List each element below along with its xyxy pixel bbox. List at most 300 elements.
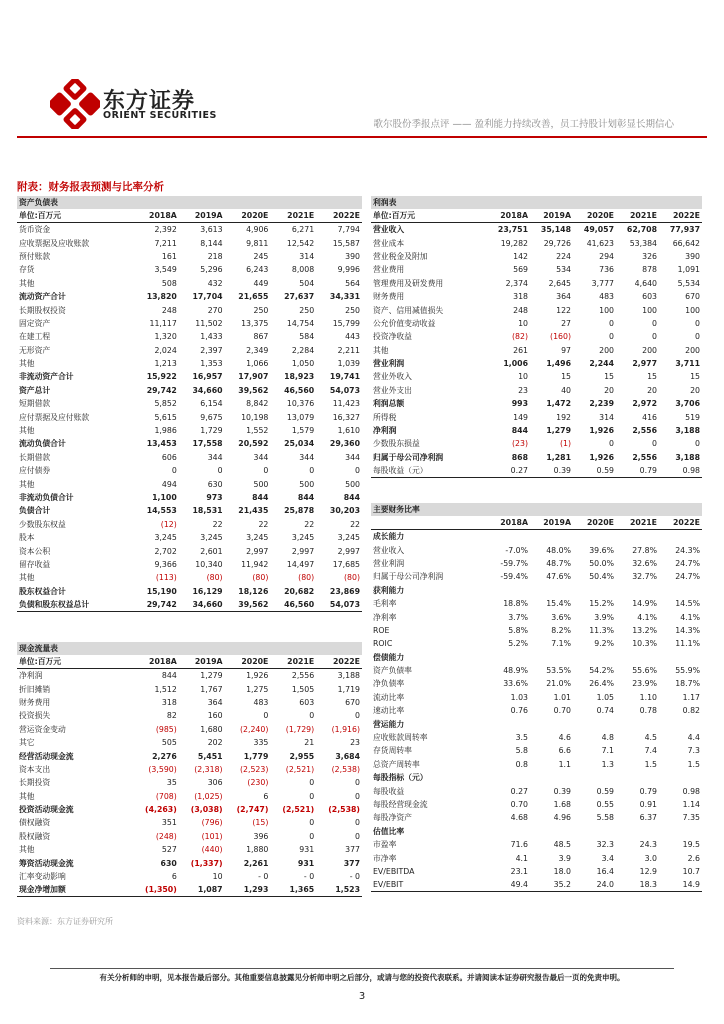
table-row bbox=[17, 277, 362, 290]
row-label: 营业外支出 bbox=[373, 385, 412, 395]
value-cell: 0.98 bbox=[682, 786, 700, 796]
value-cell: 250 bbox=[345, 305, 360, 315]
value-cell: 15,190 bbox=[146, 586, 177, 596]
value-cell: 1,279 bbox=[546, 426, 571, 436]
value-cell: 1,472 bbox=[546, 399, 571, 409]
value-cell: 50.0% bbox=[589, 558, 614, 568]
value-cell: 377 bbox=[345, 845, 360, 855]
value-cell: (3,038) bbox=[190, 805, 223, 815]
value-cell: 2,211 bbox=[337, 345, 360, 355]
column-header-row bbox=[371, 209, 702, 223]
value-cell: 11,502 bbox=[195, 318, 223, 328]
value-cell: 35 bbox=[166, 778, 177, 788]
value-cell: 318 bbox=[513, 292, 528, 302]
value-cell: 1,579 bbox=[291, 426, 315, 436]
value-cell: 4,906 bbox=[246, 225, 269, 235]
table-row bbox=[371, 250, 702, 263]
table-row bbox=[17, 682, 362, 695]
value-cell: 606 bbox=[161, 452, 177, 462]
value-cell: 3.7% bbox=[508, 612, 528, 622]
report-subtitle: 歌尔股份季报点评 —— 盈利能力持续改善，员工持股计划彰显长期信心 bbox=[373, 119, 674, 130]
value-cell: 23,869 bbox=[329, 586, 360, 596]
value-cell: 0 bbox=[309, 818, 315, 828]
row-label: 资本支出 bbox=[19, 764, 51, 774]
value-cell: 0 bbox=[263, 711, 269, 721]
row-label: 长期投资 bbox=[19, 778, 51, 788]
value-cell: 19.5 bbox=[682, 840, 700, 850]
value-cell: 5.8% bbox=[508, 625, 528, 635]
value-cell: 100 bbox=[642, 305, 657, 315]
value-cell: 390 bbox=[685, 251, 700, 261]
value-cell: 3.9% bbox=[594, 612, 614, 622]
value-cell: 0.27 bbox=[510, 786, 528, 796]
value-cell: 24.0 bbox=[573, 878, 616, 892]
value-cell: 20 bbox=[690, 385, 700, 395]
value-cell: (160) bbox=[550, 332, 571, 342]
value-cell: 20,592 bbox=[238, 439, 269, 449]
value-cell: 1.5 bbox=[687, 759, 700, 769]
value-cell: 844 bbox=[343, 493, 360, 502]
value-cell: 931 bbox=[299, 845, 315, 855]
value-cell: (2,521) bbox=[282, 805, 315, 815]
row-label: 营业利润 bbox=[373, 558, 405, 568]
value-cell: 15.2% bbox=[589, 599, 614, 609]
row-label: 资产负债率 bbox=[373, 666, 412, 676]
value-cell: 35.2 bbox=[530, 878, 573, 892]
value-cell: 39,562 bbox=[225, 598, 271, 612]
value-cell: (230) bbox=[247, 778, 269, 788]
table-row bbox=[17, 598, 362, 612]
value-cell: 6 bbox=[263, 791, 269, 801]
table-row bbox=[17, 830, 362, 843]
header-divider bbox=[17, 136, 707, 138]
value-cell: 55.6% bbox=[632, 666, 657, 676]
table-row bbox=[371, 464, 702, 478]
row-label: 其它 bbox=[19, 738, 35, 748]
row-label: 现金净增加额 bbox=[17, 883, 133, 897]
value-cell: 584 bbox=[299, 332, 315, 342]
value-cell: 11,423 bbox=[332, 399, 360, 409]
orient-securities-logo-icon bbox=[50, 79, 100, 129]
year-header: 2021E bbox=[616, 209, 659, 223]
value-cell: 248 bbox=[161, 305, 177, 315]
value-cell: 2,261 bbox=[243, 858, 269, 868]
table-row bbox=[17, 236, 362, 249]
value-cell: 24.7% bbox=[675, 558, 700, 568]
value-cell: 0 bbox=[309, 711, 315, 721]
cash-flow-title-label: 现金流量表 bbox=[17, 642, 362, 655]
value-cell: 17,704 bbox=[192, 292, 223, 302]
table-row bbox=[371, 344, 702, 357]
year-header: 2021E bbox=[616, 516, 659, 530]
value-cell: 0.39 bbox=[553, 786, 571, 796]
value-cell: (1,025) bbox=[194, 791, 223, 801]
value-cell: 18.8% bbox=[503, 599, 528, 609]
table-row bbox=[371, 744, 702, 757]
table-row bbox=[17, 263, 362, 276]
value-cell: 2,349 bbox=[246, 345, 269, 355]
value-cell: 0.76 bbox=[510, 706, 528, 716]
value-cell: 9.2% bbox=[594, 639, 614, 649]
value-cell: 54,073 bbox=[329, 385, 360, 395]
value-cell: 12,542 bbox=[286, 238, 315, 248]
value-cell: 3,245 bbox=[154, 533, 177, 543]
value-cell: 41,623 bbox=[586, 238, 614, 248]
row-label: 归属于母公司净利润 bbox=[373, 572, 444, 582]
value-cell: 20 bbox=[647, 385, 657, 395]
row-label: 在建工程 bbox=[19, 332, 51, 342]
value-cell: 39.6% bbox=[589, 545, 614, 555]
value-cell: 46,560 bbox=[284, 385, 315, 395]
ratio-group-header bbox=[371, 717, 702, 730]
value-cell: 0 bbox=[695, 439, 700, 449]
value-cell: (2,240) bbox=[239, 724, 269, 734]
value-cell: 1,365 bbox=[270, 883, 316, 897]
value-cell: 527 bbox=[161, 845, 177, 855]
value-cell: 18.7% bbox=[675, 679, 700, 689]
value-cell: 4.6 bbox=[558, 733, 571, 743]
value-cell: 1.10 bbox=[639, 692, 657, 702]
value-cell: 1,680 bbox=[200, 724, 223, 734]
value-cell: 6,243 bbox=[246, 265, 269, 275]
table-row bbox=[371, 610, 702, 623]
value-cell: (796) bbox=[201, 818, 223, 828]
page-number: 3 bbox=[358, 991, 366, 1002]
value-cell: 416 bbox=[642, 412, 657, 422]
table-row bbox=[17, 451, 362, 464]
value-cell: 22 bbox=[350, 519, 360, 529]
value-cell: 9,366 bbox=[154, 559, 177, 569]
year-header: 2019A bbox=[530, 209, 573, 223]
table-row bbox=[17, 504, 362, 517]
year-header: 2020E bbox=[225, 655, 271, 669]
value-cell: 0 bbox=[355, 466, 360, 476]
row-label: 负债和股东权益总计 bbox=[17, 598, 133, 612]
value-cell: 1.5 bbox=[644, 759, 657, 769]
value-cell: 25,878 bbox=[284, 506, 315, 516]
row-label: 每股收益 bbox=[373, 786, 405, 796]
value-cell: 270 bbox=[207, 305, 223, 315]
value-cell: 396 bbox=[253, 831, 269, 841]
value-cell: 1.14 bbox=[682, 800, 700, 809]
value-cell: 5.8 bbox=[515, 746, 528, 756]
value-cell: 2,997 bbox=[246, 546, 269, 556]
value-cell: 24.3 bbox=[639, 840, 657, 850]
table-row bbox=[371, 277, 702, 290]
value-cell: 23,751 bbox=[497, 225, 528, 235]
year-header: 2020E bbox=[573, 209, 616, 223]
value-cell: 0 bbox=[652, 318, 657, 328]
value-cell: 250 bbox=[299, 305, 315, 315]
value-cell: 3,684 bbox=[335, 751, 360, 761]
table-row bbox=[371, 597, 702, 610]
value-cell: 1,986 bbox=[154, 426, 177, 436]
value-cell: 12.9 bbox=[639, 866, 657, 876]
value-cell: 19,282 bbox=[500, 238, 528, 248]
value-cell: (2,521) bbox=[285, 764, 315, 774]
value-cell: 344 bbox=[207, 452, 223, 462]
value-cell: 3,613 bbox=[200, 225, 223, 235]
value-cell: 15,587 bbox=[332, 238, 360, 248]
row-label: 净利润 bbox=[19, 671, 43, 681]
row-label: 少数股东权益 bbox=[19, 519, 66, 529]
value-cell: 48.5 bbox=[553, 840, 571, 850]
ratio-group-header bbox=[371, 825, 702, 838]
value-cell: 13.2% bbox=[632, 625, 657, 635]
value-cell: 1,066 bbox=[246, 359, 269, 369]
value-cell: 1,213 bbox=[154, 359, 177, 369]
value-cell: 23.1 bbox=[510, 866, 528, 876]
value-cell: 736 bbox=[599, 265, 614, 275]
table-row bbox=[17, 477, 362, 490]
value-cell: 18,126 bbox=[238, 586, 269, 596]
value-cell: 49.4 bbox=[487, 878, 530, 892]
value-cell: 844 bbox=[252, 493, 269, 502]
value-cell: 294 bbox=[599, 251, 614, 261]
value-cell: 4.96 bbox=[553, 813, 571, 823]
value-cell: 5,534 bbox=[677, 278, 700, 288]
value-cell: 21.0% bbox=[546, 679, 571, 689]
value-cell: 390 bbox=[345, 251, 360, 261]
value-cell: 100 bbox=[685, 305, 700, 315]
value-cell: 1,552 bbox=[246, 426, 269, 436]
column-header-row bbox=[17, 655, 362, 669]
value-cell: 1,880 bbox=[246, 845, 269, 855]
table-row bbox=[17, 518, 362, 531]
value-cell: 11.1% bbox=[675, 639, 700, 649]
value-cell: 3,706 bbox=[675, 399, 700, 409]
row-label: 其他 bbox=[19, 845, 35, 855]
ratio-group-name: 成长能力 bbox=[373, 532, 405, 542]
value-cell: 47.6% bbox=[546, 572, 571, 582]
value-cell: 1,353 bbox=[200, 359, 223, 369]
value-cell: 32.7% bbox=[632, 572, 657, 582]
value-cell: 973 bbox=[206, 493, 223, 502]
ratio-group-header bbox=[371, 584, 702, 597]
value-cell: 16,129 bbox=[192, 586, 223, 596]
value-cell: 245 bbox=[253, 251, 269, 261]
value-cell: 20,682 bbox=[284, 586, 315, 596]
value-cell: 15,799 bbox=[332, 318, 360, 328]
value-cell: 2,276 bbox=[152, 751, 177, 761]
value-cell: 564 bbox=[345, 278, 360, 288]
table-row bbox=[17, 531, 362, 544]
value-cell: 1,729 bbox=[200, 426, 223, 436]
value-cell: - 0 bbox=[258, 872, 269, 882]
value-cell: 200 bbox=[599, 345, 614, 355]
value-cell: 7.1 bbox=[601, 746, 614, 756]
value-cell: 1,926 bbox=[589, 426, 614, 436]
unit-label: 单位:百万元 bbox=[17, 209, 133, 223]
value-cell: (2,523) bbox=[239, 764, 269, 774]
unit-label bbox=[371, 516, 487, 530]
value-cell: 15 bbox=[647, 372, 657, 382]
value-cell: 2,645 bbox=[548, 278, 571, 288]
value-cell: 71.6 bbox=[510, 840, 528, 850]
value-cell: 34,660 bbox=[192, 385, 223, 395]
row-label: ROIC bbox=[373, 639, 393, 649]
table-row bbox=[17, 544, 362, 557]
row-label: 经营活动现金流 bbox=[19, 751, 74, 761]
year-header: 2021E bbox=[270, 655, 316, 669]
value-cell: 7.35 bbox=[682, 813, 700, 823]
value-cell: 0.8 bbox=[515, 759, 528, 769]
row-label: 营业收入 bbox=[373, 545, 405, 555]
table-row bbox=[371, 838, 702, 851]
value-cell: 0 bbox=[309, 831, 315, 841]
year-header: 2021E bbox=[270, 209, 316, 223]
value-cell: 11,117 bbox=[149, 318, 177, 328]
table-row bbox=[17, 330, 362, 343]
table-row bbox=[371, 397, 702, 410]
value-cell: (1,916) bbox=[331, 724, 360, 734]
value-cell: 443 bbox=[345, 332, 360, 342]
value-cell: 261 bbox=[513, 345, 528, 355]
value-cell: (23) bbox=[511, 439, 528, 449]
row-label: 资本公积 bbox=[19, 546, 51, 556]
value-cell: 30,203 bbox=[329, 506, 360, 516]
table-row bbox=[17, 709, 362, 722]
row-label: 流动负债合计 bbox=[19, 439, 66, 449]
value-cell: 1,779 bbox=[243, 751, 269, 761]
value-cell: 8,008 bbox=[291, 265, 315, 275]
table-row bbox=[371, 236, 702, 249]
value-cell: 4.1% bbox=[680, 612, 700, 622]
value-cell: 17,685 bbox=[332, 559, 360, 569]
value-cell: 844 bbox=[511, 426, 528, 436]
table-row bbox=[371, 357, 702, 370]
table-row bbox=[17, 749, 362, 762]
value-cell: 32.6% bbox=[632, 558, 657, 568]
table-row bbox=[17, 571, 362, 584]
value-cell: 27.8% bbox=[632, 545, 657, 555]
value-cell: (80) bbox=[252, 573, 269, 583]
value-cell: 603 bbox=[642, 292, 657, 302]
value-cell: 3,245 bbox=[291, 533, 315, 543]
table-row bbox=[371, 798, 702, 811]
value-cell: 10,198 bbox=[241, 412, 269, 422]
table-row bbox=[17, 384, 362, 397]
value-cell: 2,397 bbox=[200, 345, 223, 355]
value-cell: 0 bbox=[263, 466, 269, 476]
value-cell: 1,050 bbox=[291, 359, 315, 369]
value-cell: 21 bbox=[304, 738, 315, 748]
table-row bbox=[17, 250, 362, 263]
value-cell: 5,615 bbox=[154, 412, 177, 422]
table-row bbox=[371, 811, 702, 824]
value-cell: 11.3% bbox=[589, 625, 614, 635]
value-cell: 0 bbox=[355, 818, 360, 828]
value-cell: 3.6% bbox=[551, 612, 571, 622]
ratios-title bbox=[371, 503, 702, 516]
row-label: ROE bbox=[373, 625, 390, 635]
value-cell: 97 bbox=[561, 345, 571, 355]
value-cell: 1.05 bbox=[596, 692, 614, 702]
value-cell: 17,558 bbox=[192, 439, 223, 449]
value-cell: (80) bbox=[343, 573, 360, 583]
value-cell: 10.3% bbox=[632, 639, 657, 649]
value-cell: 2,601 bbox=[200, 546, 223, 556]
table-row bbox=[371, 664, 702, 677]
income-statement-title-label: 利润表 bbox=[371, 196, 702, 209]
value-cell: (80) bbox=[206, 573, 223, 583]
value-cell: -59.4% bbox=[500, 572, 528, 582]
value-cell: 15 bbox=[604, 372, 614, 382]
value-cell: (1) bbox=[559, 439, 571, 449]
row-label: 存货 bbox=[19, 265, 35, 275]
value-cell: 2,997 bbox=[291, 546, 315, 556]
value-cell: 10,340 bbox=[195, 559, 223, 569]
table-row bbox=[17, 803, 362, 816]
value-cell: 670 bbox=[685, 292, 700, 302]
ratios-title-label: 主要财务比率 bbox=[371, 503, 702, 516]
row-label: 市盈率 bbox=[373, 840, 397, 850]
table-row bbox=[371, 424, 702, 437]
value-cell: 49,057 bbox=[583, 225, 614, 235]
value-cell: 29,360 bbox=[329, 439, 360, 449]
value-cell: 9,996 bbox=[337, 265, 360, 275]
value-cell: 432 bbox=[207, 278, 223, 288]
year-header: 2020E bbox=[225, 209, 271, 223]
table-row bbox=[371, 758, 702, 771]
column-header-row bbox=[17, 209, 362, 223]
value-cell: (82) bbox=[511, 332, 528, 342]
value-cell: 15.4% bbox=[546, 599, 571, 609]
value-cell: 82 bbox=[166, 711, 177, 721]
value-cell: 1,279 bbox=[200, 671, 223, 681]
table-row bbox=[371, 878, 702, 892]
row-label: 固定资产 bbox=[19, 318, 51, 328]
row-label: 其他 bbox=[19, 278, 35, 288]
row-label: 资产、信用减值损失 bbox=[373, 305, 444, 315]
value-cell: 26.4% bbox=[589, 679, 614, 689]
value-cell: 670 bbox=[345, 697, 360, 707]
value-cell: 318 bbox=[161, 697, 177, 707]
value-cell: 24.3% bbox=[675, 545, 700, 555]
value-cell: 10.7 bbox=[682, 866, 700, 876]
value-cell: 3,777 bbox=[591, 278, 614, 288]
value-cell: (101) bbox=[201, 831, 223, 841]
value-cell: 160 bbox=[207, 711, 223, 721]
value-cell: 449 bbox=[253, 278, 269, 288]
value-cell: 1,281 bbox=[546, 452, 571, 462]
table-row bbox=[371, 851, 702, 864]
value-cell: 149 bbox=[513, 412, 528, 422]
value-cell: 32.3 bbox=[596, 840, 614, 850]
value-cell: 483 bbox=[253, 697, 269, 707]
table-row bbox=[371, 317, 702, 330]
table-row bbox=[17, 397, 362, 410]
value-cell: 0 bbox=[217, 466, 223, 476]
value-cell: 508 bbox=[161, 278, 177, 288]
value-cell: 6.37 bbox=[639, 813, 657, 823]
value-cell: 344 bbox=[299, 452, 315, 462]
value-cell: 122 bbox=[556, 305, 571, 315]
value-cell: 6,154 bbox=[200, 399, 223, 409]
table-row bbox=[371, 451, 702, 464]
value-cell: 0 bbox=[309, 466, 315, 476]
value-cell: (248) bbox=[155, 831, 177, 841]
value-cell: 15 bbox=[561, 372, 571, 382]
value-cell: 2,972 bbox=[632, 399, 657, 409]
table-row bbox=[371, 384, 702, 397]
value-cell: 3.4 bbox=[601, 853, 614, 863]
row-label: 营业费用 bbox=[373, 265, 405, 275]
value-cell: 1,512 bbox=[154, 684, 177, 694]
value-cell: 867 bbox=[253, 332, 269, 342]
value-cell: 16.4 bbox=[596, 866, 614, 876]
value-cell: 24.7% bbox=[675, 572, 700, 582]
